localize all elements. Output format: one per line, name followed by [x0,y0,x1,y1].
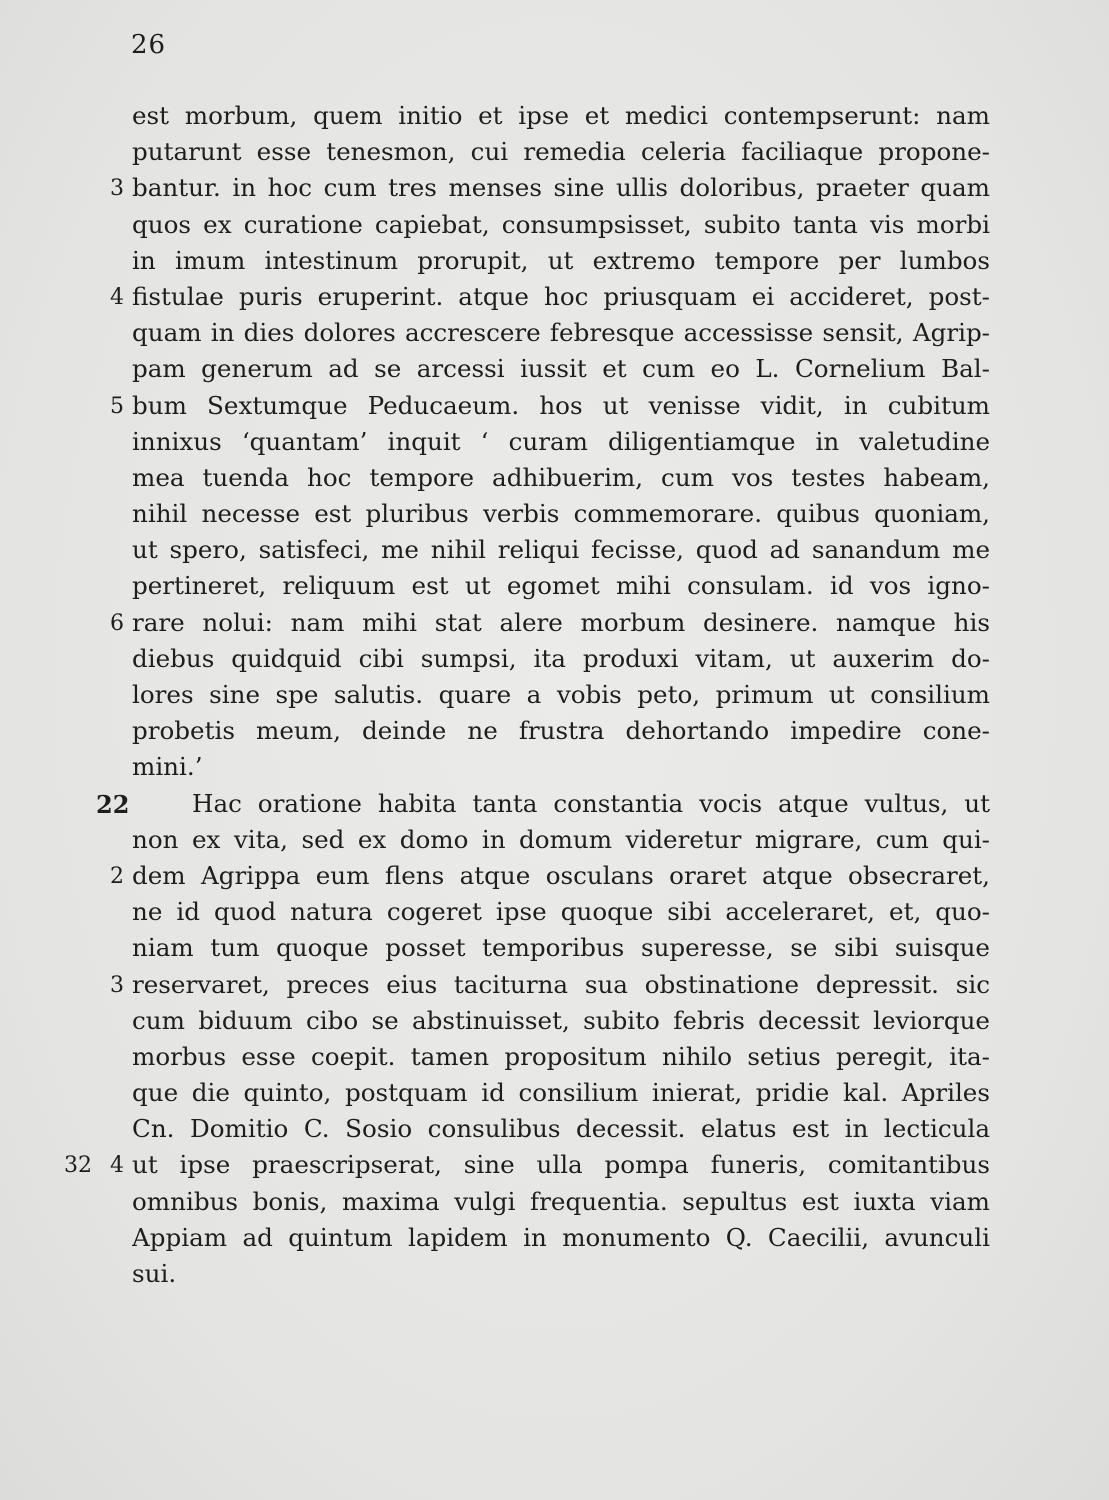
text-line [132,1075,990,1111]
text-line [132,713,990,749]
section-number: 5 [110,393,124,419]
text-line [132,460,990,496]
line-text: ne id quod natura cogeret ipse quoque sibi acceleraret, et, quo- [132,897,990,927]
latin-text-body [64,98,990,1292]
text-line [110,858,990,894]
line-text: mini.’ [132,752,203,782]
line-text: sui. [132,1259,177,1288]
text-line [132,822,990,858]
text-line [132,1039,990,1075]
chapter-number: 22 [96,789,130,819]
text-line [64,1147,990,1183]
text-line [132,894,990,930]
line-text: nihil necesse est pluribus verbis commemorare. quibus quoniam, [132,499,990,529]
text-line [110,388,990,424]
line-text: Appiam ad quintum lapidem in monumento Q. Caecilii, avunculi [132,1222,990,1252]
text-line [132,1003,990,1039]
section-number: 2 [110,863,124,889]
line-text: quam in dies dolores accrescere febresque accessisse sensit, Agrip- [132,318,990,348]
text-line [96,786,990,822]
line-text: ut spero, satisfeci, me nihil reliqui fecisse, quod ad sanandum me [132,535,990,565]
line-text: bantur. in hoc cum tres menses sine ullis doloribus, praeter quam [132,173,990,203]
line-text: Cn. Domitio C. Sosio consulibus decessit. elatus est in lecticula [132,1114,990,1144]
line-text: omnibus bonis, maxima vulgi frequentia. sepultus est iuxta viam [132,1186,990,1216]
text-line [132,749,990,785]
line-text: ut ipse praescripserat, sine ulla pompa funeris, comitantibus [132,1150,990,1180]
text-line [132,496,990,532]
line-text: dem Agrippa eum flens atque osculans oraret atque obsecraret, [132,860,990,890]
text-line [132,1256,990,1292]
line-text: non ex vita, sed ex domo in domum videretur migrare, cum qui- [132,824,990,854]
line-text: que die quinto, postquam id consilium inierat, pridie kal. Apriles [132,1078,990,1108]
text-line [110,967,990,1003]
text-line [132,207,990,243]
section-number: 3 [110,176,124,202]
line-text: niam tum quoque posset temporibus superesse, se sibi suisque [132,933,990,963]
line-text: cum biduum cibo se abstinuisset, subito febris decessit leviorque [132,1005,990,1035]
text-line [132,98,990,134]
text-line [132,568,990,604]
text-line [132,243,990,279]
text-line [110,170,990,206]
text-line [132,134,990,170]
section-number: 4 [110,284,124,310]
text-line [132,1111,990,1147]
line-text: probetis meum, deinde ne frustra dehortando impedire cone- [132,716,990,746]
line-text: pam generum ad se arcessi iussit et cum eo L. Cornelium Bal- [132,354,990,384]
line-text: est morbum, quem initio et ipse et medici contempserunt: nam [132,101,990,130]
line-text: rare nolui: nam mihi stat alere morbum desinere. namque his [132,607,990,637]
text-line [132,315,990,351]
text-line [132,424,990,460]
text-line [132,532,990,568]
line-text: bum Sextumque Peducaeum. hos ut venisse vidit, in cubitum [132,390,990,420]
text-line [110,279,990,315]
text-line [110,605,990,641]
line-text: in imum intestinum prorupit, ut extremo tempore per lumbos [132,245,990,275]
text-line [132,351,990,387]
line-text: lores sine spe salutis. quare a vobis peto, primum ut consilium [132,680,990,709]
text-line [132,1184,990,1220]
section-number: 6 [110,610,124,636]
line-text: fistulae puris eruperint. atque hoc priusquam ei accideret, post- [132,281,990,311]
margin-reference-number: 32 [64,1153,92,1179]
line-text: morbus esse coepit. tamen propositum nihilo setius peregit, ita- [132,1041,990,1071]
line-text: putarunt esse tenesmon, cui remedia celeria faciliaque propone- [132,137,990,167]
line-text: reservaret, preces eius taciturna sua obstinatione depressit. sic [132,969,990,999]
page-number: 26 [131,30,167,60]
text-line [132,641,990,677]
text-line [132,677,990,713]
text-line [132,930,990,966]
line-text: mea tuenda hoc tempore adhibuerim, cum vos testes habeam, [132,462,990,492]
section-number: 4 [110,1153,124,1179]
line-text: pertineret, reliquum est ut egomet mihi consulam. id vos igno- [132,571,990,601]
line-text: diebus quidquid cibi sumpsi, ita produxi vitam, ut auxerim do- [132,643,990,673]
line-text: quos ex curatione capiebat, consumpsisset, subito tanta vis morbi [132,209,990,239]
line-text: Hac oratione habita tanta constantia vocis atque vultus, ut [192,788,990,818]
text-line [132,1220,990,1256]
line-text: innixus ‘quantam’ inquit ‘ curam diligentiamque in valetudine [132,426,990,456]
section-number: 3 [110,972,124,998]
